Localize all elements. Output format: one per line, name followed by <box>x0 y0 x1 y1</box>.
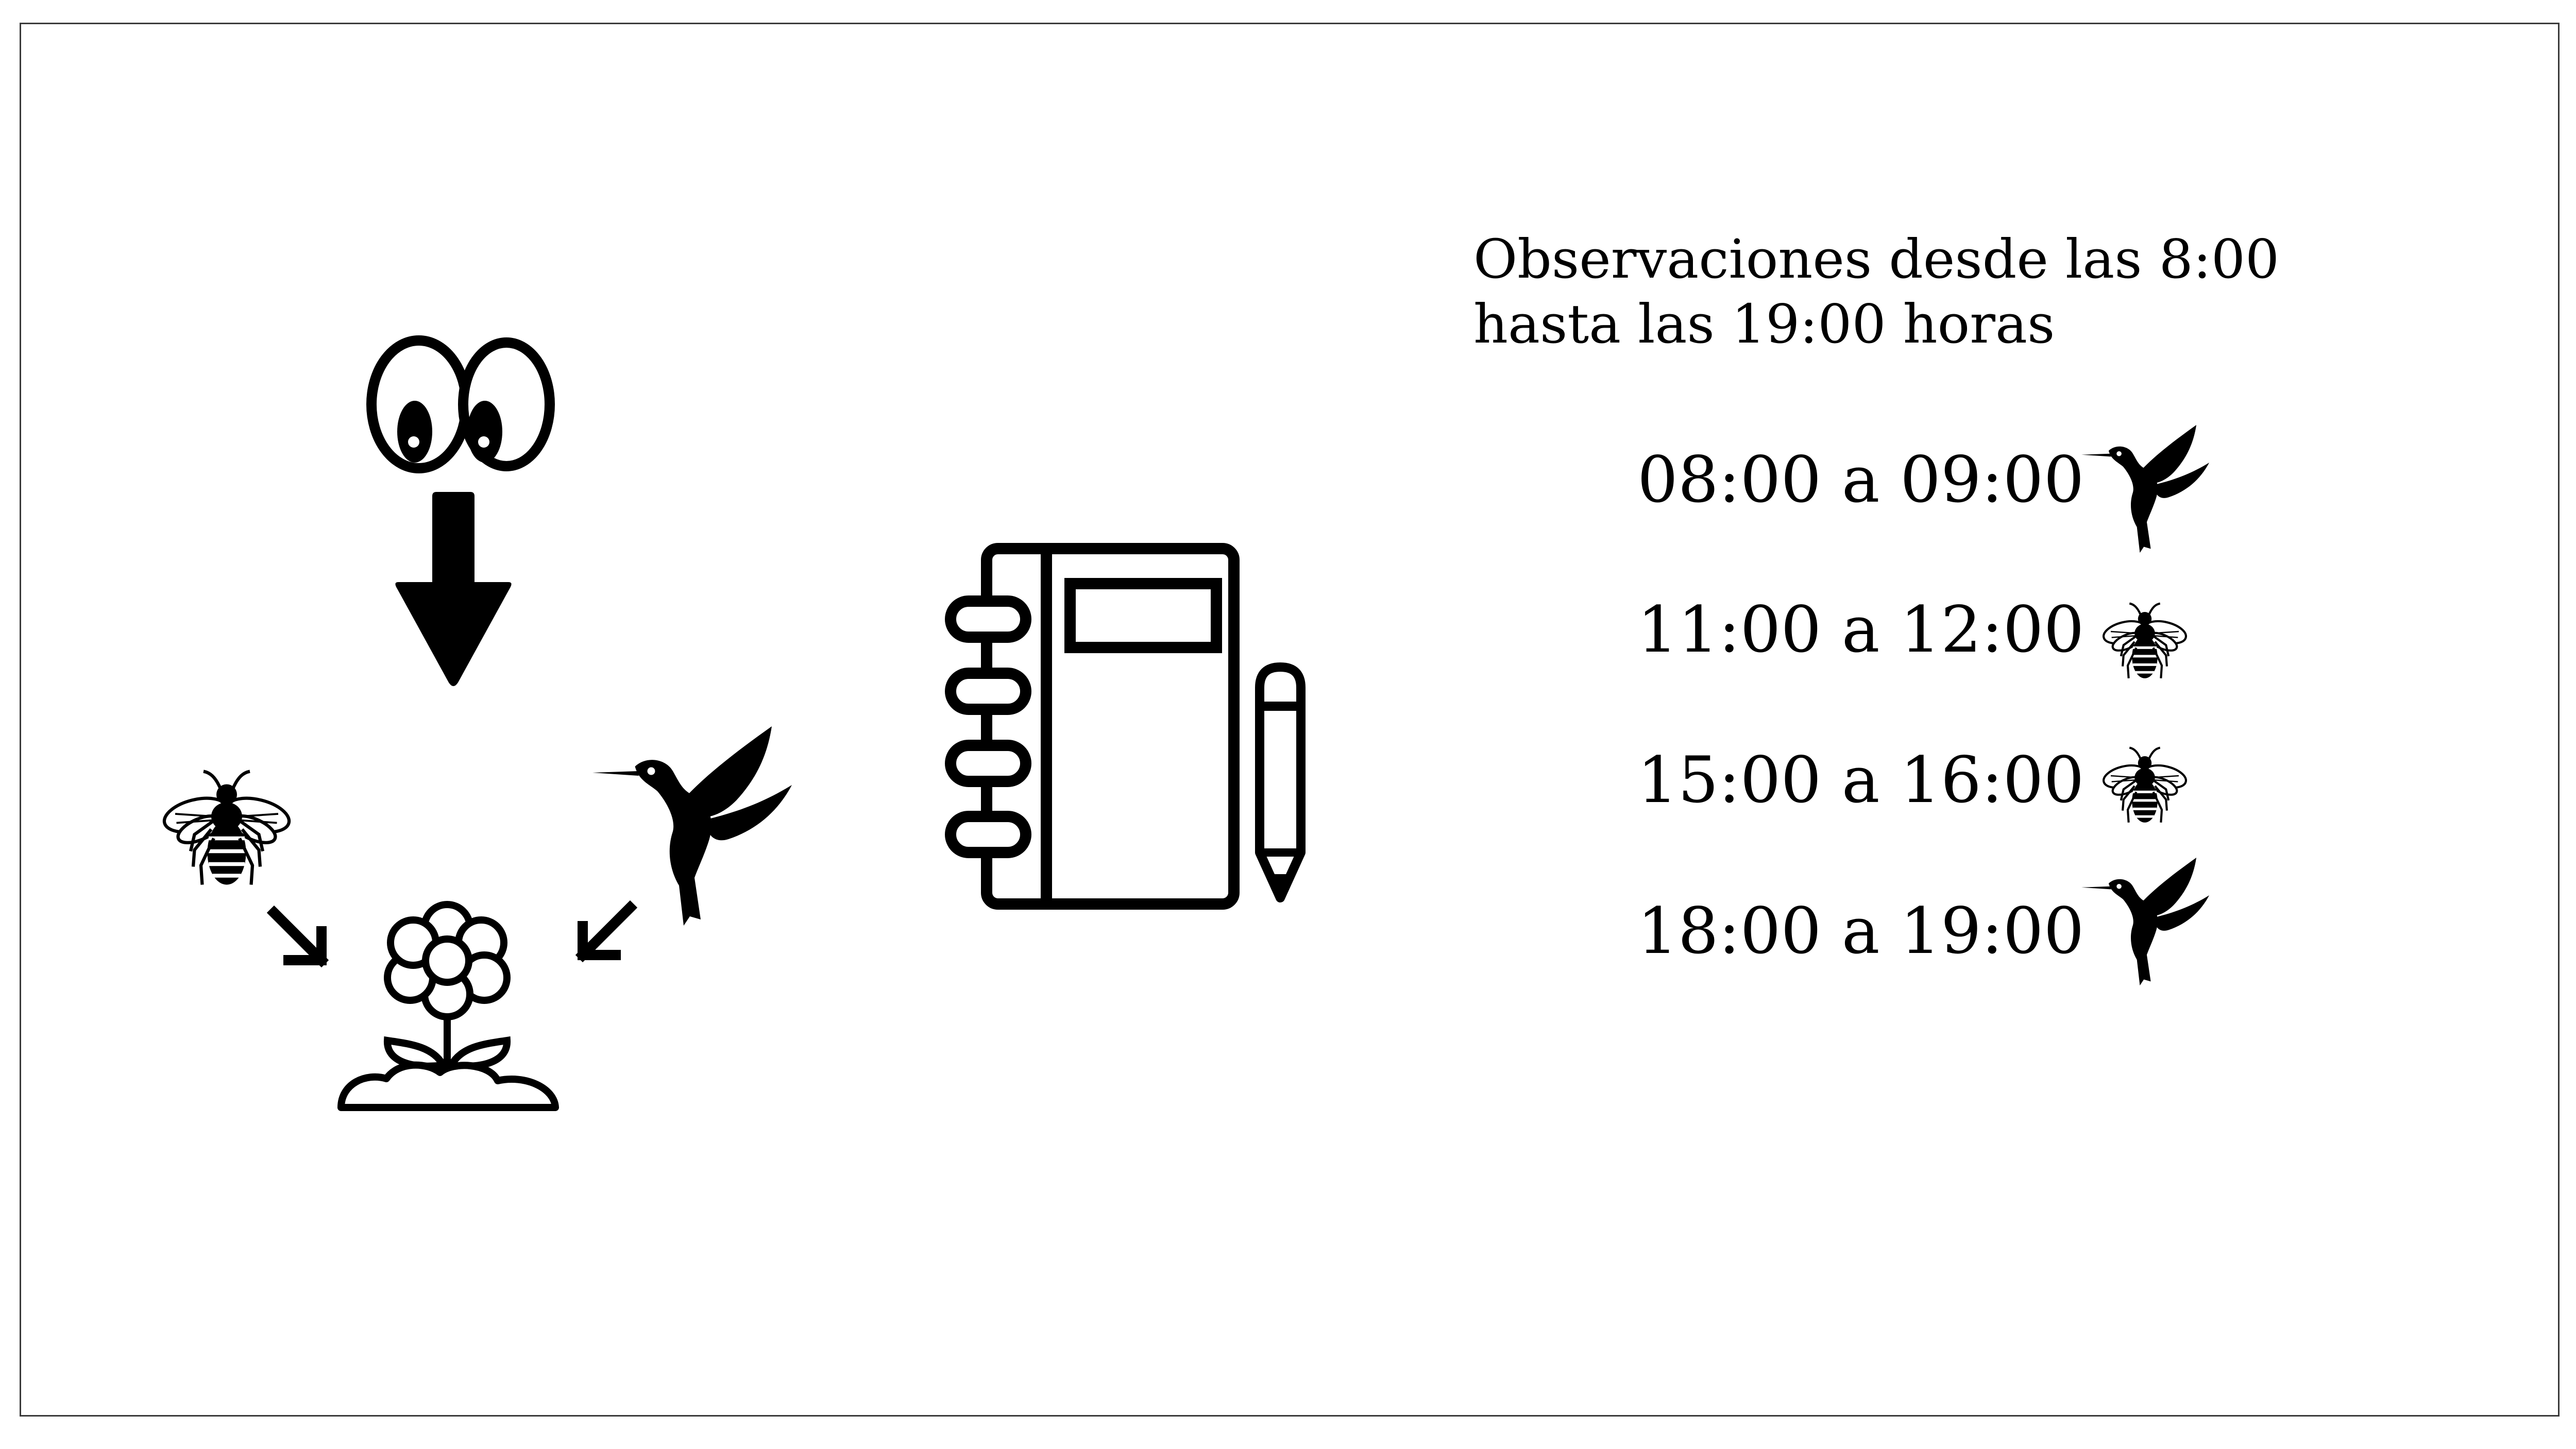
title-line-1: Observaciones desde las 8:00 <box>1473 228 2280 291</box>
observation-title <box>1473 227 2279 356</box>
down-arrow-icon <box>394 492 513 688</box>
flower-icon <box>335 886 562 1113</box>
notebook-icon <box>945 543 1239 909</box>
schedule-time: 15:00 a 16:00 <box>1637 743 2084 817</box>
hummingbird-icon <box>2076 425 2215 554</box>
hummingbird-icon <box>585 726 801 927</box>
hummingbird-icon <box>2076 858 2215 986</box>
arrow-to-flower-icon <box>574 901 636 963</box>
schedule-time: 11:00 a 12:00 <box>1637 593 2084 667</box>
eyes-icon <box>363 335 554 474</box>
title-line-2: hasta las 19:00 horas <box>1473 293 2055 355</box>
bee-icon <box>2096 598 2194 683</box>
bee-icon <box>149 762 304 891</box>
bee-icon <box>2096 742 2194 827</box>
arrow-to-flower-icon <box>268 907 330 968</box>
schedule-time: 08:00 a 09:00 <box>1637 443 2084 517</box>
schedule-time: 18:00 a 19:00 <box>1637 894 2084 968</box>
pencil-icon <box>1255 662 1306 904</box>
